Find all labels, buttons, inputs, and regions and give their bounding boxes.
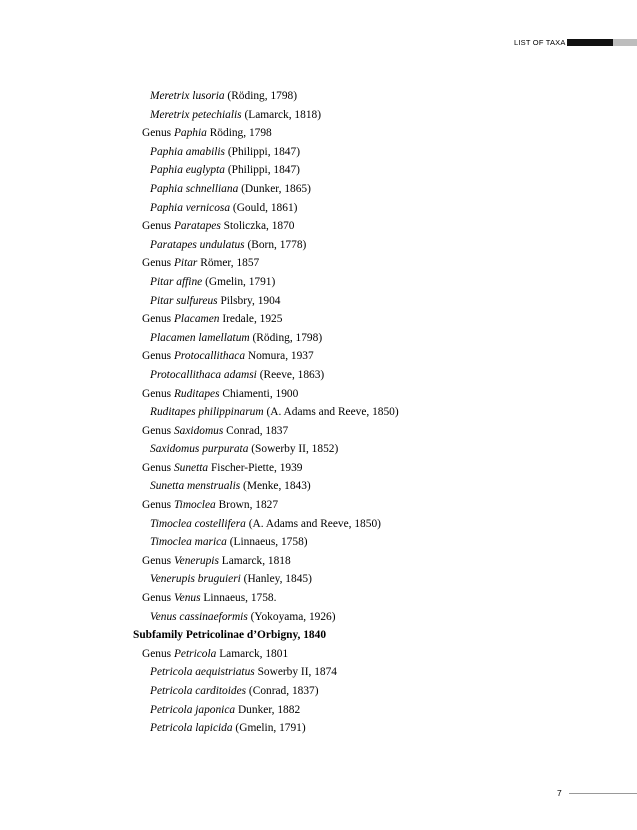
rank-label: Genus <box>142 257 174 270</box>
taxon-authority: Lamarck, 1801 <box>216 647 289 660</box>
species-entry <box>0 87 637 106</box>
species-entry <box>0 366 637 385</box>
taxon-name: Paratapes undulatus <box>150 238 245 251</box>
taxon-authority: Sowerby II, 1874 <box>254 666 337 679</box>
rank-label: Genus <box>142 592 174 605</box>
taxon-name: Venus cassinaeformis <box>150 610 248 623</box>
species-entry <box>0 682 637 701</box>
taxon-authority: Dunker, 1882 <box>235 703 301 716</box>
genus-entry <box>0 645 637 664</box>
taxon-name: Paphia amabilis <box>150 145 225 158</box>
taxon-name: Venerupis <box>173 554 219 567</box>
taxon-name: Pitar <box>173 257 198 270</box>
taxon-authority: Nomura, 1937 <box>245 350 314 363</box>
taxon-name: Ruditapes philippinarum <box>150 406 264 419</box>
header-bar-dark <box>567 39 613 46</box>
taxon-authority: Fischer-Piette, 1939 <box>208 461 303 474</box>
species-entry <box>0 608 637 627</box>
taxon-name: Petricola lapicida <box>150 722 233 735</box>
taxon-authority: (Born, 1778) <box>244 238 307 251</box>
taxon-authority: (Gmelin, 1791) <box>232 722 306 735</box>
running-header-title: LIST OF TAXA <box>514 38 566 47</box>
species-entry <box>0 701 637 720</box>
taxon-authority: Pilsbry, 1904 <box>217 294 281 307</box>
taxon-authority: Chiamenti, 1900 <box>219 387 299 400</box>
genus-entry <box>0 254 637 273</box>
taxa-list <box>0 87 637 738</box>
taxon-authority: (A. Adams and Reeve, 1850) <box>245 517 381 530</box>
taxon-name: Protocallithaca adamsi <box>150 368 257 381</box>
taxon-name: Sunetta <box>173 461 209 474</box>
taxon-authority: (Gould, 1861) <box>230 201 298 214</box>
taxon-name: Paratapes <box>173 220 221 233</box>
rank-label: Genus <box>142 313 174 326</box>
taxon-authority: (Sowerby II, 1852) <box>248 443 339 456</box>
taxon-name: Placamen lamellatum <box>150 331 250 344</box>
genus-entry <box>0 385 637 404</box>
subfamily-entry <box>0 626 637 645</box>
taxon-name: Timoclea <box>173 499 216 512</box>
page-footer <box>540 786 637 800</box>
rank-label: Genus <box>142 350 174 363</box>
species-entry <box>0 199 637 218</box>
species-entry <box>0 663 637 682</box>
taxon-name: Timoclea marica <box>150 536 227 549</box>
taxon-name: Placamen <box>173 313 220 326</box>
taxon-name: Saxidomus purpurata <box>150 443 249 456</box>
species-entry <box>0 570 637 589</box>
taxon-name: Petricola carditoides <box>150 685 247 697</box>
species-entry <box>0 161 637 180</box>
genus-entry <box>0 217 637 236</box>
species-entry <box>0 273 637 292</box>
subfamily-name: Subfamily Petricolinae d’Orbigny, 1840 <box>133 629 327 642</box>
taxon-authority: (Dunker, 1865) <box>238 182 311 195</box>
taxon-authority: Conrad, 1837 <box>223 424 289 437</box>
species-entry <box>0 719 637 738</box>
rank-label: Genus <box>142 127 174 140</box>
species-entry <box>0 329 637 348</box>
taxon-name: Venerupis bruguieri <box>150 573 241 586</box>
genus-entry <box>0 422 637 441</box>
rank-label: Genus <box>142 647 174 660</box>
taxon-authority: Iredale, 1925 <box>219 313 283 326</box>
taxon-authority: Linnaeus, 1758. <box>200 592 277 605</box>
rank-label: Genus <box>142 499 174 512</box>
taxon-name: Petricola <box>173 647 217 660</box>
rank-label: Genus <box>142 387 174 400</box>
taxon-name: Protocallithaca <box>173 350 246 363</box>
taxon-name: Ruditapes <box>173 387 220 400</box>
species-entry <box>0 477 637 496</box>
taxon-name: Paphia <box>173 127 207 140</box>
species-entry <box>0 533 637 552</box>
species-entry <box>0 180 637 199</box>
taxon-authority: (Röding, 1798) <box>249 331 323 344</box>
species-entry <box>0 236 637 255</box>
taxon-name: Pitar affine <box>150 275 203 288</box>
genus-entry <box>0 310 637 329</box>
taxon-authority: (A. Adams and Reeve, 1850) <box>263 406 399 419</box>
taxon-authority: Brown, 1827 <box>215 499 279 512</box>
taxon-name: Venus <box>173 592 201 605</box>
taxon-authority: (Lamarck, 1818) <box>241 108 322 121</box>
taxon-name: Meretrix lusoria <box>150 90 225 102</box>
taxon-authority: (Yokoyama, 1926) <box>247 610 336 623</box>
taxon-authority: (Philippi, 1847) <box>225 145 300 158</box>
genus-entry <box>0 124 637 143</box>
taxon-name: Paphia schnelliana <box>150 182 239 195</box>
taxon-authority: (Conrad, 1837) <box>246 685 319 697</box>
taxon-name: Saxidomus <box>173 424 224 437</box>
taxon-authority: (Gmelin, 1791) <box>202 275 276 288</box>
species-entry <box>0 292 637 311</box>
taxon-authority: (Menke, 1843) <box>240 480 311 493</box>
genus-entry <box>0 496 637 515</box>
taxon-name: Paphia euglypta <box>150 164 225 177</box>
page-number: 7 <box>557 788 562 798</box>
genus-entry <box>0 347 637 366</box>
taxon-name: Timoclea costellifera <box>150 517 246 530</box>
taxon-authority: Römer, 1857 <box>197 257 260 270</box>
species-entry <box>0 403 637 422</box>
taxon-authority: (Linnaeus, 1758) <box>226 536 308 549</box>
taxon-name: Pitar sulfureus <box>150 294 218 307</box>
taxon-authority: (Hanley, 1845) <box>240 573 312 586</box>
taxon-authority: Lamarck, 1818 <box>218 554 291 567</box>
header-bar-light <box>613 39 637 46</box>
taxon-authority: (Reeve, 1863) <box>256 368 325 381</box>
species-entry <box>0 143 637 162</box>
taxon-name: Petricola japonica <box>150 703 236 716</box>
taxon-authority: (Philippi, 1847) <box>224 164 300 177</box>
species-entry <box>0 515 637 534</box>
rank-label: Genus <box>142 220 174 233</box>
taxon-authority: Röding, 1798 <box>206 127 272 140</box>
taxon-name: Meretrix petechialis <box>150 108 242 121</box>
taxon-authority: Stoliczka, 1870 <box>220 220 295 233</box>
species-entry <box>0 106 637 125</box>
running-header <box>490 38 637 48</box>
species-entry <box>0 440 637 459</box>
rank-label: Genus <box>142 424 174 437</box>
taxon-authority: (Röding, 1798) <box>224 90 298 102</box>
genus-entry <box>0 589 637 608</box>
taxon-name: Paphia vernicosa <box>150 201 231 214</box>
rank-label: Genus <box>142 461 174 474</box>
genus-entry <box>0 459 637 478</box>
rank-label: Genus <box>142 554 174 567</box>
genus-entry <box>0 552 637 571</box>
taxon-name: Petricola aequistriatus <box>150 666 255 679</box>
footer-rule <box>569 793 637 794</box>
taxon-name: Sunetta menstrualis <box>150 480 241 493</box>
